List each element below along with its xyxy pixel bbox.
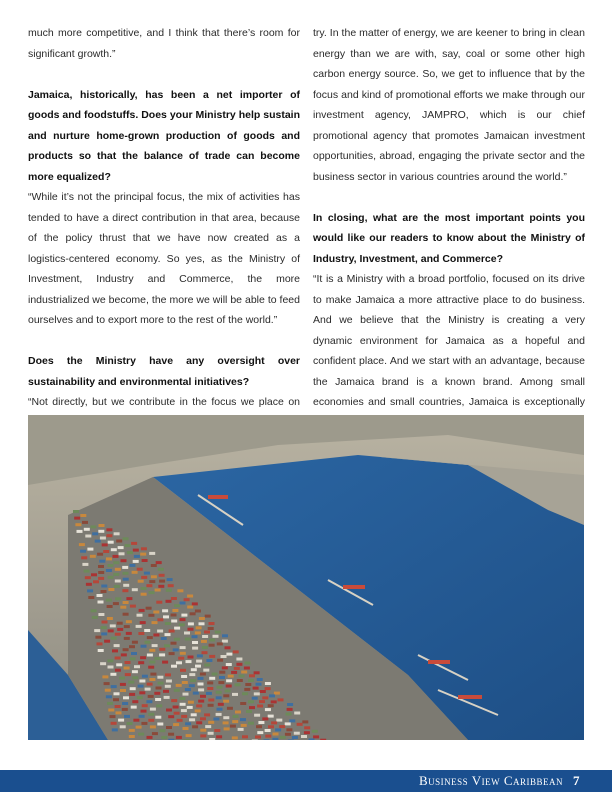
page-number: 7 <box>573 773 580 788</box>
interview-answer: “While it’s not the principal focus, the mix of activities has tended to have a direct contribution in that area, because of the policy thrust that we have now created as a logistics-centered economy. So yes, as the Ministry of Investment, Industry and Commerce, the more industrialized we become, the more we will be able to feed ourselves and to export more to the rest of the world.” <box>28 191 300 326</box>
interview-answer: “It is a Ministry with a broad portfolio, focused on its drive to make Jamaica a more attractive place to do business. And we believe that the Ministry is creating a very dynamic environment for Jamaica as a hopeful and confident place. And we start with an advantage, because the Jamaica brand is a known brand. Among small economies and small countries, Jamaica is exceptionally <box>313 273 585 408</box>
interview-question: Jamaica, historically, has been a net importer of goods and foodstuffs. Does your Ministry help sustain and nurture home-grown production of goods and products so that the balance of trade can become more equalized? <box>28 88 300 183</box>
page-footer <box>0 770 612 792</box>
left-column <box>28 23 300 433</box>
paragraph: try. In the matter of energy, we are keener to bring in clean energy than we are with, say, coal or some other high carbon energy source. So, we get to influence that by the focus and kind of promotional efforts we make through our investment agency, JAMPRO, which is our chief promotional agency that promotes Jamaican investment opportunities, abroad, engaging the private sector and the business sector in various countries around the world.” <box>313 27 585 183</box>
right-column <box>313 23 585 433</box>
interview-question: Does the Ministry have any oversight over sustainability and environmental initiatives? <box>28 355 300 388</box>
interview-question: In closing, what are the most important points you would like our readers to know about the Ministry of Industry, Investment, and Commerce? <box>313 211 585 265</box>
footer-text <box>419 773 580 789</box>
interview-answer: “Not directly, but we contribute in the focus we place on <box>28 396 300 408</box>
port-aerial-photo <box>28 415 584 740</box>
publication-name: Business View Caribbean <box>419 773 563 788</box>
paragraph: much more competitive, and I think that there’s room for significant growth.” <box>28 27 300 60</box>
